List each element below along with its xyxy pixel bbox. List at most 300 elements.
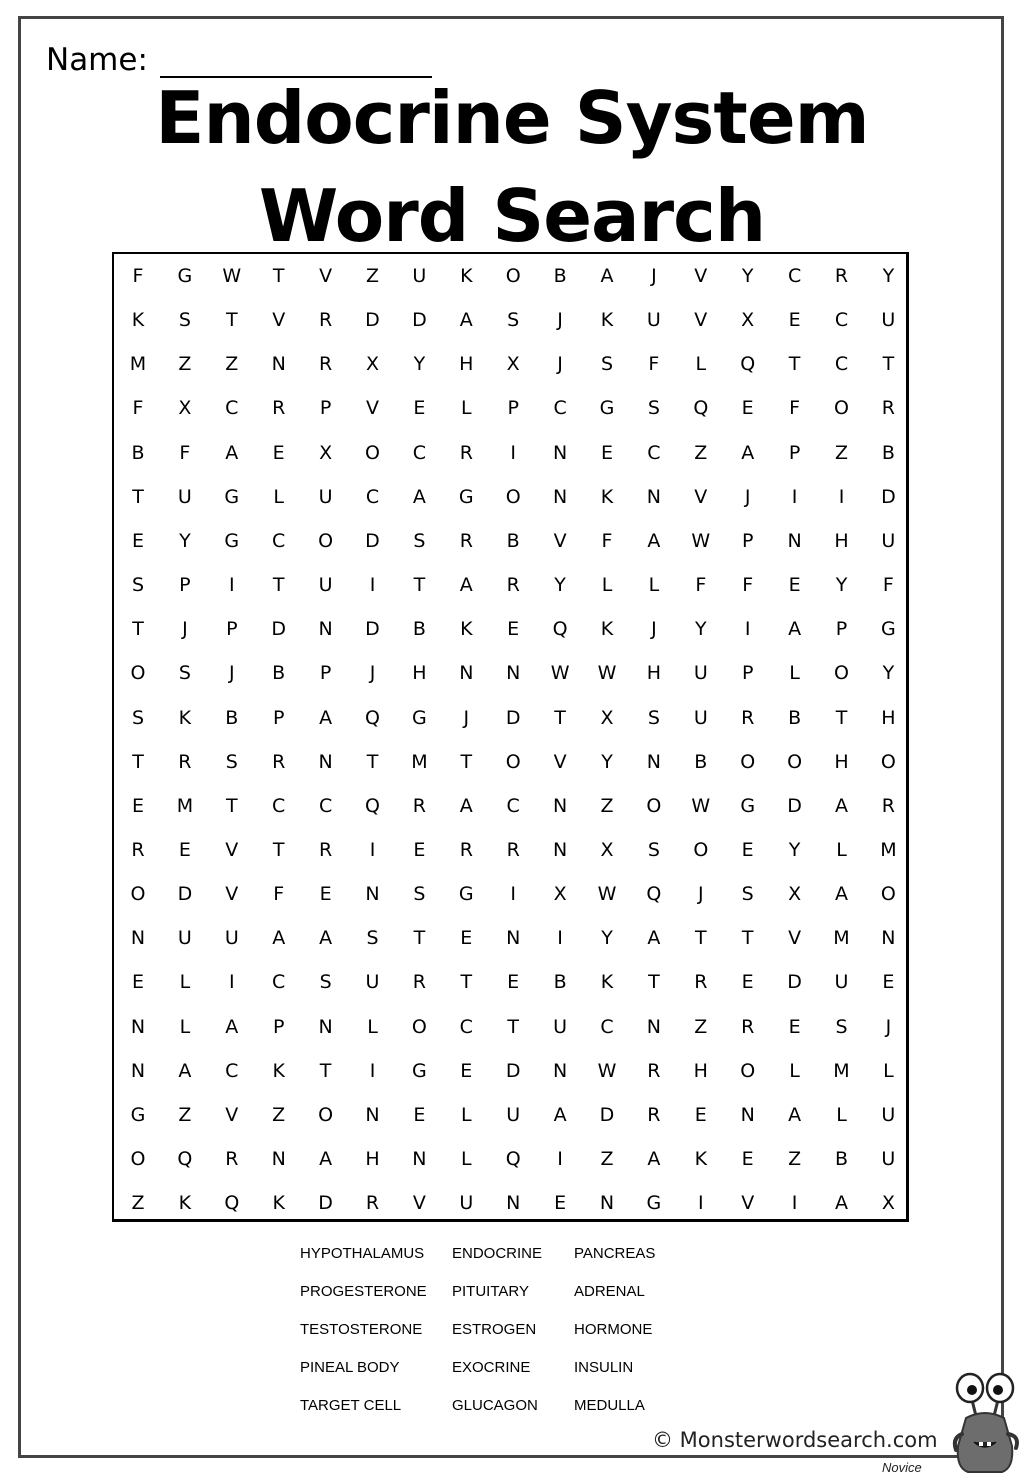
grid-letter[interactable]: C [553,397,567,420]
grid-letter[interactable]: F [601,529,613,552]
grid-letter[interactable]: A [647,529,661,552]
grid-letter[interactable]: N [271,1148,286,1170]
grid-letter[interactable]: U [365,971,380,994]
grid-letter[interactable]: I [369,838,376,861]
grid-letter[interactable]: J [744,485,751,508]
grid-letter[interactable]: V [225,883,239,906]
grid-letter[interactable]: Q [365,794,380,817]
grid-letter[interactable]: R [741,706,755,729]
grid-letter[interactable]: W [691,529,711,552]
grid-letter[interactable]: D [599,1103,615,1126]
grid-letter[interactable]: V [225,1103,239,1126]
grid-letter[interactable]: E [131,794,144,817]
grid-letter[interactable]: Q [693,397,709,420]
grid-letter[interactable]: L [695,353,707,376]
grid-letter[interactable]: D [365,618,380,641]
grid-letter[interactable]: D [505,706,521,729]
grid-letter[interactable]: E [507,971,520,994]
grid-letter[interactable]: K [272,1192,285,1215]
grid-letter[interactable]: D [318,1192,333,1215]
grid-letter[interactable]: I [744,618,751,641]
grid-letter[interactable]: N [365,883,380,906]
grid-letter[interactable]: H [834,750,849,773]
grid-letter[interactable]: E [507,618,520,641]
grid-letter[interactable]: J [228,662,235,685]
grid-letter[interactable]: B [412,618,426,641]
grid-letter[interactable]: E [694,1103,707,1126]
grid-letter[interactable]: R [506,838,520,861]
grid-letter[interactable]: J [557,353,563,376]
grid-letter[interactable]: A [835,794,848,817]
grid-letter[interactable]: J [463,706,470,729]
grid-letter[interactable]: Q [646,883,662,906]
grid-letter[interactable]: Z [600,1148,614,1170]
grid-letter[interactable]: U [881,1148,896,1170]
grid-letter[interactable]: O [740,750,756,773]
grid-letter[interactable]: D [881,485,896,508]
grid-letter[interactable]: U [318,485,333,508]
grid-letter[interactable]: C [225,1059,239,1082]
grid-letter[interactable]: P [788,441,801,464]
grid-letter[interactable]: Y [882,265,895,287]
grid-letter[interactable]: N [552,485,568,508]
grid-letter[interactable]: Y [741,265,754,287]
grid-letter[interactable]: K [600,485,614,508]
grid-letter[interactable]: J [651,618,657,641]
grid-letter[interactable]: S [413,883,426,906]
grid-letter[interactable]: N [130,1059,146,1082]
grid-letter[interactable]: T [132,485,144,508]
grid-letter[interactable]: N [506,927,521,950]
grid-letter[interactable]: L [273,485,284,508]
grid-letter[interactable]: W [597,662,617,685]
grid-letter[interactable]: D [412,309,427,332]
grid-letter[interactable]: B [553,265,567,287]
grid-letter[interactable]: Y [554,574,566,597]
grid-letter[interactable]: N [318,750,333,773]
grid-letter[interactable]: A [319,927,333,950]
grid-letter[interactable]: T [225,794,238,817]
grid-letter[interactable]: A [225,441,239,464]
grid-letter[interactable]: Z [365,265,380,287]
grid-letter[interactable]: N [740,1103,755,1126]
grid-letter[interactable]: A [459,794,473,817]
grid-letter[interactable]: S [225,750,238,773]
grid-letter[interactable]: X [506,353,520,376]
grid-letter[interactable]: J [369,662,376,685]
grid-letter[interactable]: K [178,706,192,729]
grid-letter[interactable]: Z [834,441,849,464]
grid-letter[interactable]: N [459,662,474,685]
grid-letter[interactable]: V [694,485,708,508]
grid-letter[interactable]: I [791,1192,798,1215]
grid-letter[interactable]: K [460,265,473,287]
grid-letter[interactable]: P [319,397,332,420]
grid-letter[interactable]: P [179,574,191,597]
grid-letter[interactable]: N [130,927,146,950]
grid-letter[interactable]: V [741,1192,755,1215]
grid-letter[interactable]: D [365,309,380,332]
grid-letter[interactable]: U [553,1015,568,1038]
grid-letter[interactable]: A [225,1015,239,1038]
grid-letter[interactable]: T [132,618,144,641]
grid-letter[interactable]: T [694,927,707,950]
grid-letter[interactable]: L [836,1103,847,1126]
grid-letter[interactable]: S [647,397,660,420]
grid-letter[interactable]: N [646,485,661,508]
grid-letter[interactable]: P [272,1015,285,1038]
grid-letter[interactable]: H [459,353,474,376]
grid-letter[interactable]: U [881,529,896,552]
grid-letter[interactable]: K [600,971,614,994]
grid-letter[interactable]: A [788,618,802,641]
name-blank-line[interactable] [160,44,432,78]
grid-letter[interactable]: G [412,706,427,729]
grid-letter[interactable]: P [319,662,332,685]
grid-letter[interactable]: O [130,662,146,685]
grid-letter[interactable]: N [881,927,896,950]
grid-letter[interactable]: T [648,971,660,994]
grid-letter[interactable]: R [506,574,520,597]
grid-letter[interactable]: X [741,309,755,332]
grid-letter[interactable]: I [697,1192,704,1215]
grid-letter[interactable]: E [741,1148,754,1170]
grid-letter[interactable]: S [741,883,754,906]
grid-letter[interactable]: R [225,1148,239,1170]
grid-letter[interactable]: U [693,706,708,729]
grid-letter[interactable]: D [271,618,286,641]
grid-letter[interactable]: U [646,309,661,332]
grid-letter[interactable]: L [883,1059,894,1082]
grid-letter[interactable]: N [318,618,333,641]
grid-letter[interactable]: Y [788,838,801,861]
grid-letter[interactable]: T [319,1059,332,1082]
grid-letter[interactable]: K [178,1192,192,1215]
grid-letter[interactable]: Z [178,353,192,376]
grid-letter[interactable]: E [788,1015,801,1038]
grid-letter[interactable]: H [881,706,896,729]
grid-letter[interactable]: L [367,1015,378,1038]
grid-letter[interactable]: W [597,1059,617,1082]
grid-letter[interactable]: S [319,971,332,994]
grid-letter[interactable]: N [318,1015,333,1038]
grid-letter[interactable]: F [132,265,144,287]
grid-letter[interactable]: V [694,265,708,287]
grid-letter[interactable]: B [506,529,520,552]
grid-letter[interactable]: D [505,1059,521,1082]
grid-letter[interactable]: M [176,794,194,817]
grid-letter[interactable]: M [833,927,850,950]
grid-letter[interactable]: T [460,750,473,773]
grid-letter[interactable]: R [647,1059,661,1082]
grid-letter[interactable]: S [647,838,660,861]
grid-letter[interactable]: G [177,265,193,287]
grid-letter[interactable]: R [318,309,333,332]
grid-letter[interactable]: V [272,309,286,332]
grid-letter[interactable]: Q [552,618,568,641]
grid-letter[interactable]: W [550,662,570,685]
grid-letter[interactable]: V [412,1192,426,1215]
grid-letter[interactable]: A [319,706,333,729]
grid-letter[interactable]: E [741,971,754,994]
grid-letter[interactable]: E [460,1059,473,1082]
grid-letter[interactable]: Y [835,574,848,597]
grid-letter[interactable]: E [131,971,144,994]
grid-letter[interactable]: C [272,971,286,994]
grid-letter[interactable]: V [225,838,239,861]
grid-letter[interactable]: M [880,838,897,861]
grid-letter[interactable]: B [225,706,239,729]
grid-letter[interactable]: S [507,309,520,332]
grid-letter[interactable]: I [228,971,235,994]
grid-letter[interactable]: T [882,353,895,376]
grid-letter[interactable]: A [319,1148,333,1170]
grid-letter[interactable]: L [789,662,800,685]
grid-letter[interactable]: E [741,838,754,861]
grid-letter[interactable]: F [132,397,144,420]
grid-letter[interactable]: B [553,971,567,994]
grid-letter[interactable]: H [693,1059,708,1082]
grid-letter[interactable]: N [599,1192,615,1215]
grid-letter[interactable]: B [834,1148,849,1170]
grid-letter[interactable]: R [131,838,145,861]
grid-letter[interactable]: D [787,971,802,994]
grid-letter[interactable]: E [178,838,191,861]
grid-letter[interactable]: A [835,883,848,906]
grid-letter[interactable]: E [413,397,426,420]
grid-letter[interactable]: P [741,662,754,685]
grid-letter[interactable]: U [459,1192,474,1215]
grid-letter[interactable]: O [505,265,521,287]
grid-letter[interactable]: A [553,1103,567,1126]
grid-letter[interactable]: R [459,441,473,464]
grid-letter[interactable]: F [882,574,894,597]
grid-letter[interactable]: K [694,1148,708,1170]
grid-letter[interactable]: I [510,883,516,906]
grid-letter[interactable]: S [600,353,614,376]
grid-letter[interactable]: O [318,529,334,552]
grid-letter[interactable]: J [557,309,563,332]
grid-letter[interactable]: C [459,1015,473,1038]
grid-letter[interactable]: G [224,529,240,552]
grid-letter[interactable]: I [228,574,235,597]
grid-letter[interactable]: R [459,529,473,552]
grid-letter[interactable]: N [552,1059,568,1082]
grid-letter[interactable]: B [881,441,895,464]
grid-letter[interactable]: T [272,265,285,287]
grid-letter[interactable]: A [459,574,473,597]
grid-letter[interactable]: Z [694,1015,708,1038]
grid-letter[interactable]: K [272,1059,285,1082]
grid-letter[interactable]: U [412,265,427,287]
grid-letter[interactable]: N [646,750,661,773]
grid-letter[interactable]: O [834,662,849,685]
grid-letter[interactable]: O [834,397,849,420]
grid-letter[interactable]: T [272,838,285,861]
grid-letter[interactable]: W [597,883,617,906]
grid-letter[interactable]: N [552,838,568,861]
grid-letter[interactable]: I [369,1059,376,1082]
grid-letter[interactable]: P [226,618,238,641]
grid-letter[interactable]: G [599,397,615,420]
grid-letter[interactable]: N [552,441,568,464]
grid-letter[interactable]: N [130,1015,146,1038]
grid-letter[interactable]: X [600,838,614,861]
grid-letter[interactable]: Z [131,1192,145,1215]
grid-letter[interactable]: N [271,353,286,376]
grid-letter[interactable]: I [557,1148,563,1170]
grid-letter[interactable]: U [177,927,192,950]
grid-letter[interactable]: C [412,441,427,464]
grid-letter[interactable]: B [694,750,708,773]
grid-letter[interactable]: G [740,794,756,817]
grid-letter[interactable]: Y [413,353,426,376]
grid-letter[interactable]: I [369,574,376,597]
grid-letter[interactable]: E [788,574,801,597]
grid-letter[interactable]: A [647,927,661,950]
grid-letter[interactable]: E [319,883,332,906]
grid-letter[interactable]: T [225,309,238,332]
grid-letter[interactable]: G [412,1059,427,1082]
grid-letter[interactable]: T [413,574,426,597]
grid-letter[interactable]: F [179,441,191,464]
grid-letter[interactable]: N [646,1015,661,1038]
grid-letter[interactable]: Z [600,794,614,817]
grid-letter[interactable]: U [834,971,849,994]
grid-letter[interactable]: U [224,927,239,950]
grid-letter[interactable]: F [695,574,707,597]
grid-letter[interactable]: P [741,529,754,552]
grid-letter[interactable]: P [835,618,848,641]
grid-letter[interactable]: C [506,794,520,817]
grid-letter[interactable]: A [272,927,286,950]
grid-letter[interactable]: T [366,750,379,773]
grid-letter[interactable]: O [880,883,896,906]
grid-letter[interactable]: L [461,1103,472,1126]
grid-letter[interactable]: E [882,971,895,994]
grid-letter[interactable]: R [459,838,473,861]
grid-letter[interactable]: C [787,265,802,287]
grid-letter[interactable]: V [788,927,802,950]
grid-letter[interactable]: E [600,441,613,464]
grid-letter[interactable]: R [412,971,426,994]
grid-letter[interactable]: Y [601,750,613,773]
grid-letter[interactable]: O [130,883,146,906]
grid-letter[interactable]: U [318,574,333,597]
grid-letter[interactable]: M [411,750,428,773]
grid-letter[interactable]: Y [179,529,191,552]
grid-letter[interactable]: R [318,838,333,861]
grid-letter[interactable]: T [788,353,801,376]
grid-letter[interactable]: C [600,1015,614,1038]
grid-letter[interactable]: F [648,353,660,376]
grid-letter[interactable]: B [788,706,802,729]
grid-letter[interactable]: F [273,883,285,906]
grid-letter[interactable]: Y [601,927,613,950]
grid-letter[interactable]: S [131,574,145,597]
grid-letter[interactable]: A [788,1103,802,1126]
grid-letter[interactable]: Y [882,662,895,685]
grid-letter[interactable]: X [788,883,802,906]
grid-letter[interactable]: E [131,529,144,552]
grid-letter[interactable]: Y [694,618,707,641]
grid-letter[interactable]: Q [505,1148,521,1170]
grid-letter[interactable]: E [460,927,473,950]
grid-letter[interactable]: R [834,265,849,287]
grid-letter[interactable]: F [789,397,801,420]
grid-letter[interactable]: Z [272,1103,286,1126]
grid-letter[interactable]: O [130,1148,146,1170]
grid-letter[interactable]: J [182,618,188,641]
grid-letter[interactable]: J [885,1015,892,1038]
grid-letter[interactable]: N [787,529,802,552]
grid-letter[interactable]: I [838,485,845,508]
grid-letter[interactable]: V [553,529,567,552]
grid-letter[interactable]: G [881,618,896,641]
grid-letter[interactable]: B [131,441,145,464]
grid-letter[interactable]: K [600,309,614,332]
grid-letter[interactable]: W [691,794,711,817]
grid-letter[interactable]: G [646,1192,662,1215]
grid-letter[interactable]: K [131,309,145,332]
grid-letter[interactable]: H [834,529,849,552]
grid-letter[interactable]: L [789,1059,800,1082]
grid-letter[interactable]: K [600,618,614,641]
grid-letter[interactable]: O [365,441,380,464]
grid-letter[interactable]: V [694,309,708,332]
grid-letter[interactable]: G [224,485,240,508]
grid-letter[interactable]: G [458,485,474,508]
grid-letter[interactable]: Q [177,1148,193,1170]
grid-letter[interactable]: C [272,794,286,817]
grid-letter[interactable]: S [835,1015,848,1038]
grid-letter[interactable]: N [412,1148,427,1170]
grid-letter[interactable]: E [741,397,754,420]
grid-letter[interactable]: X [319,441,333,464]
grid-letter[interactable]: Z [225,353,239,376]
grid-letter[interactable]: R [647,1103,661,1126]
grid-letter[interactable]: L [648,574,660,597]
grid-letter[interactable]: T [272,574,285,597]
grid-letter[interactable]: W [222,265,242,287]
grid-letter[interactable]: H [412,662,427,685]
grid-letter[interactable]: T [413,927,426,950]
grid-letter[interactable]: I [557,927,563,950]
grid-letter[interactable]: C [225,397,239,420]
grid-letter[interactable]: J [697,883,704,906]
grid-letter[interactable]: S [131,706,145,729]
grid-letter[interactable]: Q [740,353,756,376]
grid-letter[interactable]: I [791,485,798,508]
grid-letter[interactable]: M [129,353,147,376]
grid-letter[interactable]: S [178,662,191,685]
grid-letter[interactable]: N [506,1192,521,1215]
grid-letter[interactable]: O [646,794,662,817]
grid-letter[interactable]: R [881,397,895,420]
grid-letter[interactable]: X [178,397,192,420]
grid-letter[interactable]: O [318,1103,334,1126]
grid-letter[interactable]: C [834,309,849,332]
grid-letter[interactable]: E [788,309,801,332]
grid-letter[interactable]: Z [694,441,708,464]
grid-letter[interactable]: O [740,1059,756,1082]
grid-letter[interactable]: N [552,794,568,817]
grid-letter[interactable]: Z [178,1103,192,1126]
grid-letter[interactable]: C [834,353,849,376]
grid-letter[interactable]: O [693,838,709,861]
grid-letter[interactable]: V [319,265,333,287]
grid-letter[interactable]: O [505,485,521,508]
